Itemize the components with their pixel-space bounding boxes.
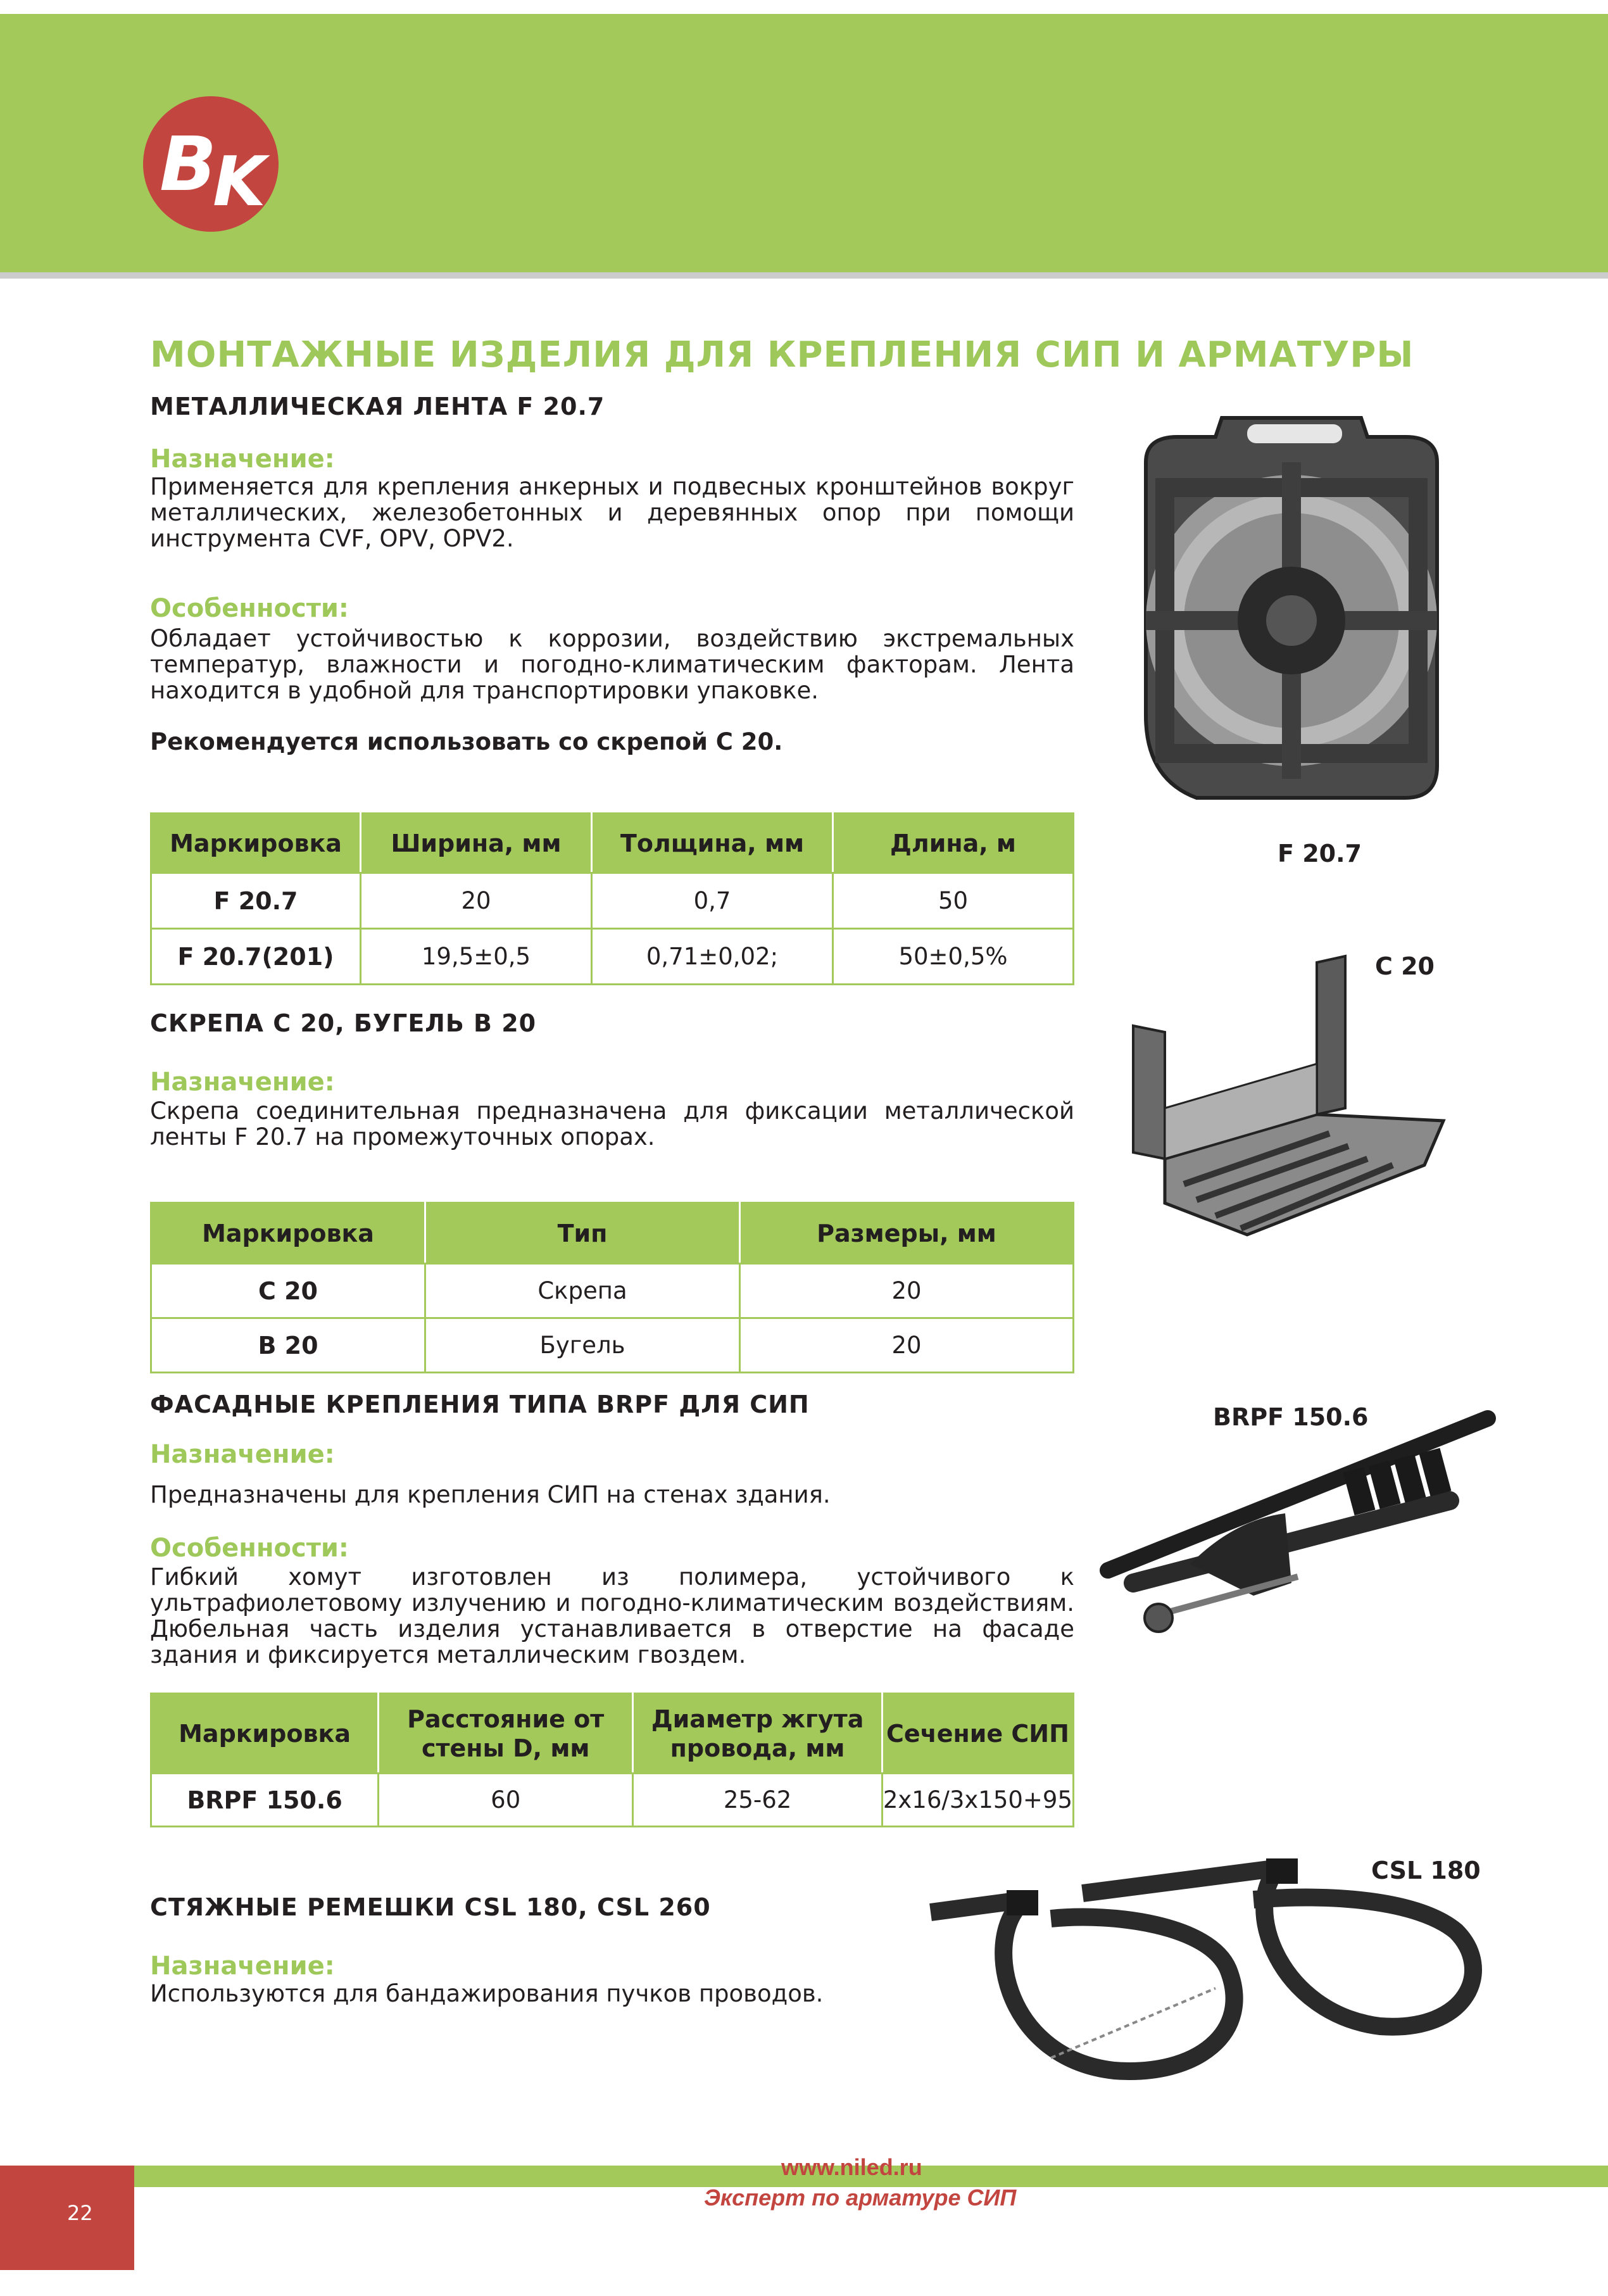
table-header-row: [151, 1203, 1074, 1264]
table-cell: 0,71±0,02;: [592, 929, 833, 985]
footer-url-link[interactable]: www.niled.ru: [781, 2154, 922, 2180]
table-row: [151, 1264, 1074, 1318]
section2-table: [150, 1202, 1074, 1373]
table-cell: 2х16/3х150+95: [882, 1774, 1073, 1827]
c20-caption: С 20: [1375, 952, 1435, 980]
section2-purpose-text: Скрепа соединительная предназначена для фиксации металлической ленты F 20.7 на промежуточных опорах.: [150, 1097, 1074, 1151]
table-cell: Скрепа: [425, 1264, 740, 1318]
table-cell: 0,7: [592, 873, 833, 929]
csl-caption: CSL 180: [1371, 1857, 1481, 1884]
table-row: [151, 873, 1074, 929]
section3-features-text: Гибкий хомут изготовлен из полимера, устойчивого к ультрафиолетовому излучению и погодно-климатическим воздействиям. Дюбельная часть изделия устанавливается в отверстие на фасаде здания и фиксируется металлическим гвоздем.: [150, 1563, 1074, 1668]
table-header-cell: Толщина, мм: [592, 814, 833, 873]
table-cell: F 20.7(201): [151, 929, 361, 985]
section1-features-label: Особенности:: [150, 594, 349, 623]
table-cell: Бугель: [425, 1318, 740, 1373]
section1-heading: МЕТАЛЛИЧЕСКАЯ ЛЕНТА F 20.7: [150, 393, 605, 420]
table-header-cell: Тип: [425, 1203, 740, 1264]
logo: [143, 96, 279, 232]
table-cell: 50: [833, 873, 1074, 929]
table-cell: 50±0,5%: [833, 929, 1074, 985]
table-header-cell: Длина, м: [833, 814, 1074, 873]
section4-purpose-text: Используются для бандажирования пучков проводов.: [150, 1980, 824, 2007]
facade-clamp-image: [1095, 1406, 1500, 1672]
section1-table: [150, 812, 1074, 985]
table-row: [151, 929, 1074, 985]
section1-features-text: Обладает устойчивостью к коррозии, воздействию экстремальных температур, влажности и погодно-климатическим факторам. Лента находится в удобной для транспортировки упаковке.: [150, 625, 1074, 704]
table-header-cell: Маркировка: [151, 1203, 425, 1264]
table-header-cell: Маркировка: [151, 814, 361, 873]
page-number: 22: [67, 2201, 93, 2225]
table-cell: 20: [740, 1318, 1074, 1373]
brpf-caption: BRPF 150.6: [1213, 1403, 1369, 1431]
table-header-cell: Маркировка: [151, 1694, 379, 1774]
metal-tape-reel-image: [1121, 412, 1462, 804]
section3-features-label: Особенности:: [150, 1534, 349, 1563]
section3-purpose-label: Назначение:: [150, 1440, 335, 1469]
table-header-cell: Ширина, мм: [361, 814, 592, 873]
table-cell: 20: [740, 1264, 1074, 1318]
table-cell: В 20: [151, 1318, 425, 1373]
table-header-row: [151, 1694, 1074, 1774]
table-header-cell: Диаметр жгута провода, мм: [633, 1694, 883, 1774]
table-cell: BRPF 150.6: [151, 1774, 379, 1827]
f207-caption: F 20.7: [1278, 840, 1362, 867]
page-title: МОНТАЖНЫЕ ИЗДЕЛИЯ ДЛЯ КРЕПЛЕНИЯ СИП И АРМАТУРЫ: [150, 334, 1414, 375]
table-cell: 19,5±0,5: [361, 929, 592, 985]
table-cell: 25-62: [633, 1774, 883, 1827]
table-row: [151, 1774, 1074, 1827]
section2-heading: СКРЕПА С 20, БУГЕЛЬ В 20: [150, 1009, 537, 1037]
table-cell: 20: [361, 873, 592, 929]
section1-purpose-label: Назначение:: [150, 445, 335, 474]
table-header-cell: Размеры, мм: [740, 1203, 1074, 1264]
table-row: [151, 1318, 1074, 1373]
logo-letter-k: K: [213, 142, 262, 222]
section3-table: [150, 1693, 1074, 1827]
buckle-image: [1127, 950, 1456, 1254]
section3-heading: ФАСАДНЫЕ КРЕПЛЕНИЯ ТИПА BRPF ДЛЯ СИП: [150, 1391, 810, 1418]
table-cell: F 20.7: [151, 873, 361, 929]
section3-purpose-text: Предназначены для крепления СИП на стенах здания.: [150, 1481, 831, 1508]
table-header-cell: Расстояние от стены D, мм: [379, 1694, 633, 1774]
logo-letter-b: B: [160, 120, 213, 208]
section1-purpose-text: Применяется для крепления анкерных и подвесных кронштейнов вокруг металлических, железобетонных и деревянных опор при помощи инструмента CVF, OPV, OPV2.: [150, 473, 1074, 552]
header-divider: [0, 272, 1608, 279]
table-cell: С 20: [151, 1264, 425, 1318]
section2-purpose-label: Назначение:: [150, 1068, 335, 1097]
footer-slogan: Эксперт по арматуре СИП: [704, 2185, 1017, 2211]
table-header-cell: Сечение СИП: [882, 1694, 1073, 1774]
section4-purpose-label: Назначение:: [150, 1952, 335, 1981]
section4-heading: СТЯЖНЫЕ РЕМЕШКИ CSL 180, CSL 260: [150, 1893, 711, 1921]
table-cell: 60: [379, 1774, 633, 1827]
cable-ties-image: [924, 1855, 1488, 2090]
table-header-row: [151, 814, 1074, 873]
section1-recommendation: Рекомендуется использовать со скрепой С 20.: [150, 728, 783, 755]
